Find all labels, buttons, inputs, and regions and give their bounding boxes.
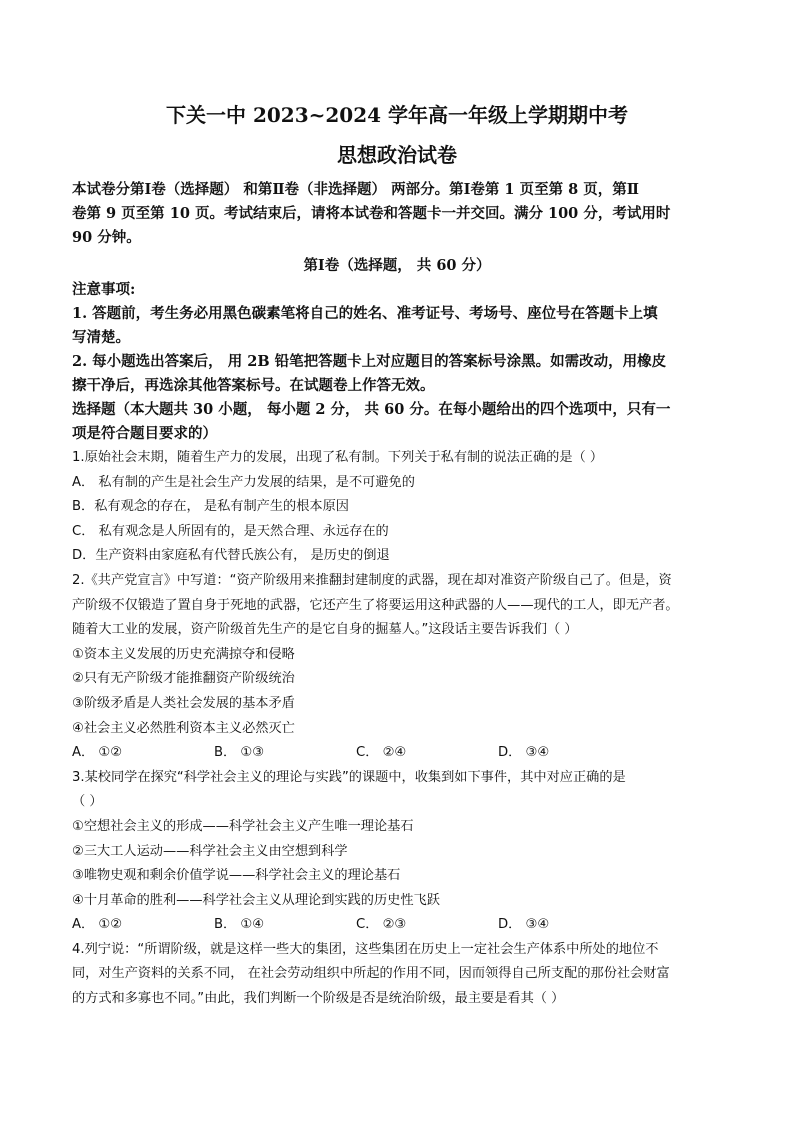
choice-intro-line: 项是符合题目要求的） bbox=[72, 425, 217, 442]
answer-choice: D． ③④ bbox=[498, 745, 550, 761]
answer-choice: B． ①③ bbox=[214, 745, 265, 761]
question-stem: 产阶级不仅锻造了置自身于死地的武器，它还产生了将要运用这种武器的人——现代的工人，即无产者。 bbox=[72, 597, 679, 613]
answer-choice: A． ①② bbox=[72, 917, 123, 933]
notice-block bbox=[72, 278, 722, 398]
statement-item: ③阶级矛盾是人类社会发展的基本矛盾 bbox=[72, 695, 295, 711]
answer-choice: B． ①④ bbox=[214, 917, 265, 933]
statement-item: ②只有无产阶级才能推翻资产阶级统治 bbox=[72, 671, 295, 687]
notice-line: 擦干净后，再选涂其他答案标号。在试题卷上作答无效。 bbox=[72, 377, 435, 394]
question-stem: 4.列宁说：“所谓阶级，就是这样一些大的集团，这些集团在历史上一定社会生产体系中所处的地位不 bbox=[72, 941, 659, 957]
exam-subtitle: 思想政治试卷 bbox=[337, 143, 457, 167]
notice-heading: 注意事项: bbox=[72, 281, 136, 298]
notice-line: 2. 每小题选出答案后， 用 2B 铅笔把答题卡上对应题目的答案标号涂黑。如需改动，用橡皮 bbox=[72, 353, 667, 370]
question-stem: （ ） bbox=[72, 794, 103, 810]
question-stem: 2.《共产党宣言》中写道：“资产阶级用来推翻封建制度的武器，现在却对准资产阶级自己了。但是，资 bbox=[72, 572, 672, 588]
choice-intro-line: 选择题（本大题共 30 小题， 每小题 2 分， 共 60 分。在每小题给出的四个选项中，只有一 bbox=[72, 401, 671, 418]
question-stem: 3.某校同学在探究“科学社会主义的理论与实践”的课题中，收集到如下事件，其中对应正确的是 bbox=[72, 769, 626, 785]
question-stem: 的方式和多寡也不同。”由此，我们判断一个阶级是否是统治阶级，最主要是看其（ ） bbox=[72, 991, 565, 1007]
question-3 bbox=[72, 766, 722, 938]
choice-section-intro bbox=[72, 398, 722, 446]
exam-title: 下关一中 2023~2024 学年高一年级上学期期中考 bbox=[165, 103, 628, 127]
answer-option: A． 私有制的产生是社会生产力发展的结果，是不可避免的 bbox=[72, 474, 415, 490]
statement-item: ③唯物史观和剩余价值学说——科学社会主义的理论基石 bbox=[72, 868, 401, 884]
statement-item: ①空想社会主义的形成——科学社会主义产生唯一理论基石 bbox=[72, 818, 414, 834]
statement-item: ④社会主义必然胜利资本主义必然灭亡 bbox=[72, 720, 295, 736]
question-stem: 同，对生产资料的关系不同， 在社会劳动组织中所起的作用不同，因而领得自己所支配的那份社会财富 bbox=[72, 966, 670, 982]
section-title: 第Ⅰ卷（选择题， 共 60 分） bbox=[303, 257, 491, 274]
answer-choices bbox=[72, 741, 722, 766]
notice-line: 1. 答题前，考生务必用黑色碳素笔将自己的姓名、准考证号、考场号、座位号在答题卡上填 bbox=[72, 305, 658, 322]
notice-line: 写清楚。 bbox=[72, 329, 130, 346]
answer-choice: C． ②④ bbox=[356, 745, 407, 761]
answer-choice: A． ①② bbox=[72, 745, 123, 761]
intro-line: 90 分钟。 bbox=[72, 229, 141, 246]
question-4 bbox=[72, 938, 722, 1012]
question-stem: 1.原始社会末期，随着生产力的发展，出现了私有制。下列关于私有制的说法正确的是（ ） bbox=[72, 450, 604, 465]
answer-choice: D． ③④ bbox=[498, 917, 550, 933]
question-1 bbox=[72, 446, 722, 569]
answer-option: D．生产资料由家庭私有代替氏族公有， 是历史的倒退 bbox=[72, 548, 390, 564]
statement-item: ④十月革命的胜利——科学社会主义从理论到实践的历史性飞跃 bbox=[72, 892, 440, 908]
statement-item: ①资本主义发展的历史充满掠夺和侵略 bbox=[72, 646, 295, 662]
answer-option: B．私有观念的存在， 是私有制产生的根本原因 bbox=[72, 499, 349, 515]
question-stem: 随着大工业的发展，资产阶级首先生产的是它自身的掘墓人。”这段话主要告诉我们（ ） bbox=[72, 622, 578, 638]
statement-item: ②三大工人运动——科学社会主义由空想到科学 bbox=[72, 843, 348, 859]
question-2 bbox=[72, 569, 722, 766]
intro-line: 本试卷分第Ⅰ卷（选择题） 和第Ⅱ卷（非选择题） 两部分。第Ⅰ卷第 1 页至第 8 页，第Ⅱ bbox=[72, 181, 639, 198]
answer-option: C． 私有观念是人所固有的，是天然合理、永远存在的 bbox=[72, 523, 389, 539]
answer-choices bbox=[72, 913, 722, 938]
answer-choice: C． ②③ bbox=[356, 917, 407, 933]
intro-line: 卷第 9 页至第 10 页。考试结束后，请将本试卷和答题卡一并交回。满分 100 分，考试用时 bbox=[72, 205, 671, 222]
exam-intro bbox=[72, 178, 722, 250]
